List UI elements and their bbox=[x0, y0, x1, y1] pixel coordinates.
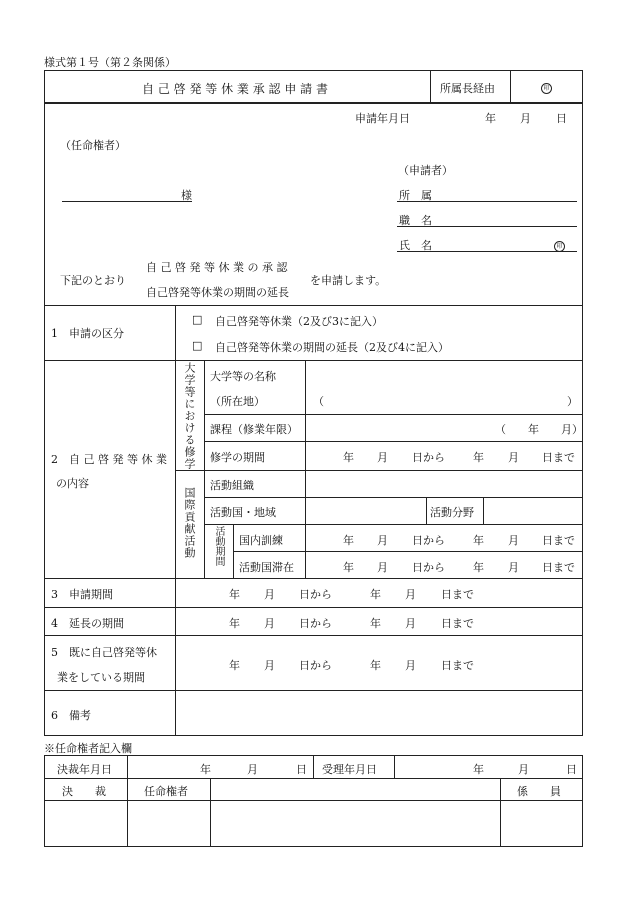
study-period-from-year: 年 bbox=[343, 451, 354, 464]
appointer-name-line bbox=[62, 201, 192, 202]
study-period-from-month: 月 bbox=[377, 451, 388, 464]
appointer-section-title: ※任命権者記入欄 bbox=[44, 742, 132, 755]
university-study-vertical: 大学等における修学 bbox=[183, 362, 196, 470]
section-5-label-line2: 業をしている期間 bbox=[57, 671, 145, 684]
s5-to-year: 年 bbox=[370, 659, 381, 672]
s3-to-year: 年 bbox=[370, 588, 381, 601]
application-date-day: 日 bbox=[556, 112, 567, 125]
request-prefix: 下記のとおり bbox=[60, 274, 126, 287]
section-1-label: 1 申請の区分 bbox=[51, 327, 124, 340]
application-date-year: 年 bbox=[485, 112, 496, 125]
stay-from: 日から bbox=[412, 561, 445, 574]
study-period-label: 修学の期間 bbox=[210, 451, 265, 464]
s3-from-year: 年 bbox=[229, 588, 240, 601]
s4-until: 日まで bbox=[441, 617, 474, 630]
s3-from: 日から bbox=[299, 588, 332, 601]
option-extension: 自己啓発等休業の期間の延長（2及び4に記入） bbox=[215, 341, 449, 354]
affiliation-line bbox=[397, 201, 577, 202]
request-option-approval: 自 己 啓 発 等 休 業 の 承 認 bbox=[146, 261, 288, 274]
s5-from-year: 年 bbox=[229, 659, 240, 672]
request-option-extension: 自己啓発等休業の期間の延長 bbox=[146, 286, 289, 299]
location-open-paren: （ bbox=[313, 395, 324, 408]
applicant-header: （申請者） bbox=[398, 164, 453, 177]
stay-label: 活動国滞在 bbox=[239, 561, 294, 574]
location-close-paren: ） bbox=[567, 395, 578, 408]
s4-from-year: 年 bbox=[229, 617, 240, 630]
section-4-label: 4 延長の期間 bbox=[51, 617, 124, 630]
activity-org-label: 活動組織 bbox=[210, 479, 254, 492]
section-3-label: 3 申請期間 bbox=[51, 588, 113, 601]
checkbox-extension[interactable]: □ bbox=[192, 339, 203, 352]
s5-until: 日まで bbox=[441, 659, 474, 672]
s3-until: 日まで bbox=[441, 588, 474, 601]
s5-from-month: 月 bbox=[264, 659, 275, 672]
receipt-day: 日 bbox=[566, 763, 577, 776]
name-label: 氏 名 bbox=[399, 239, 432, 252]
receipt-date-label: 受理年月日 bbox=[322, 763, 377, 776]
course-label: 課程（修業年限） bbox=[210, 423, 298, 436]
appointer-column-label: 任命権者 bbox=[144, 785, 188, 798]
appointer-sama: 様 bbox=[181, 189, 192, 202]
domestic-from: 日から bbox=[412, 534, 445, 547]
activity-period-vertical: 活動期間 bbox=[213, 526, 224, 566]
s5-from: 日から bbox=[299, 659, 332, 672]
domestic-to-month: 月 bbox=[508, 534, 519, 547]
form-number: 様式第１号（第２条関係） bbox=[44, 56, 176, 69]
section-6-label: 6 備考 bbox=[51, 709, 91, 722]
domestic-to-year: 年 bbox=[473, 534, 484, 547]
stay-to-month: 月 bbox=[508, 561, 519, 574]
via-chief-label: 所属長経由 bbox=[440, 82, 495, 95]
application-table bbox=[44, 103, 583, 736]
university-name-label: 大学等の名称 bbox=[210, 370, 276, 383]
domestic-until: 日まで bbox=[542, 534, 575, 547]
domestic-from-month: 月 bbox=[377, 534, 388, 547]
section-5-label: 5 既に自己啓発等休 bbox=[51, 646, 157, 659]
receipt-month: 月 bbox=[518, 763, 529, 776]
chief-seal-mark: 印 bbox=[541, 80, 552, 94]
section-2-label: 2 自 己 啓 発 等 休 業 bbox=[51, 453, 167, 466]
study-period-until: 日まで bbox=[542, 451, 575, 464]
stay-until: 日まで bbox=[542, 561, 575, 574]
decision-day: 日 bbox=[296, 763, 307, 776]
position-line bbox=[397, 226, 577, 227]
s4-from: 日から bbox=[299, 617, 332, 630]
position-label: 職 名 bbox=[399, 214, 432, 227]
international-activity-vertical: 国際貢献活動 bbox=[183, 487, 196, 559]
receipt-year: 年 bbox=[473, 763, 484, 776]
activity-country-label: 活動国・地域 bbox=[210, 506, 276, 519]
s4-to-year: 年 bbox=[370, 617, 381, 630]
name-seal-mark: 印 bbox=[554, 238, 565, 252]
appointer-label: （任命権者） bbox=[60, 139, 126, 152]
section-2-label-line2: の内容 bbox=[56, 477, 89, 490]
application-date-month: 月 bbox=[520, 112, 531, 125]
stay-from-year: 年 bbox=[343, 561, 354, 574]
stay-from-month: 月 bbox=[377, 561, 388, 574]
s3-from-month: 月 bbox=[264, 588, 275, 601]
option-leave: 自己啓発等休業（2及び3に記入） bbox=[215, 315, 383, 328]
stay-to-year: 年 bbox=[473, 561, 484, 574]
domestic-training-label: 国内訓練 bbox=[239, 534, 283, 547]
name-line bbox=[397, 251, 577, 252]
course-duration: （ 年 月） bbox=[495, 423, 583, 436]
affiliation-label: 所 属 bbox=[399, 189, 432, 202]
form-title: 自 己 啓 発 等 休 業 承 認 申 請 書 bbox=[142, 82, 328, 96]
location-label: （所在地） bbox=[210, 395, 265, 408]
checkbox-leave[interactable]: □ bbox=[192, 313, 203, 326]
clerk-label: 係 員 bbox=[517, 785, 561, 798]
decision-date-label: 決裁年月日 bbox=[57, 763, 112, 776]
s4-to-month: 月 bbox=[405, 617, 416, 630]
decision-month: 月 bbox=[247, 763, 258, 776]
request-suffix: を申請します。 bbox=[310, 274, 387, 287]
s4-from-month: 月 bbox=[264, 617, 275, 630]
domestic-from-year: 年 bbox=[343, 534, 354, 547]
study-period-from: 日から bbox=[412, 451, 445, 464]
decision-label: 決 裁 bbox=[62, 785, 106, 798]
activity-field-label: 活動分野 bbox=[430, 506, 474, 519]
study-period-to-year: 年 bbox=[473, 451, 484, 464]
s3-to-month: 月 bbox=[405, 588, 416, 601]
decision-year: 年 bbox=[200, 763, 211, 776]
application-date-label: 申請年月日 bbox=[355, 112, 410, 125]
s5-to-month: 月 bbox=[405, 659, 416, 672]
study-period-to-month: 月 bbox=[508, 451, 519, 464]
